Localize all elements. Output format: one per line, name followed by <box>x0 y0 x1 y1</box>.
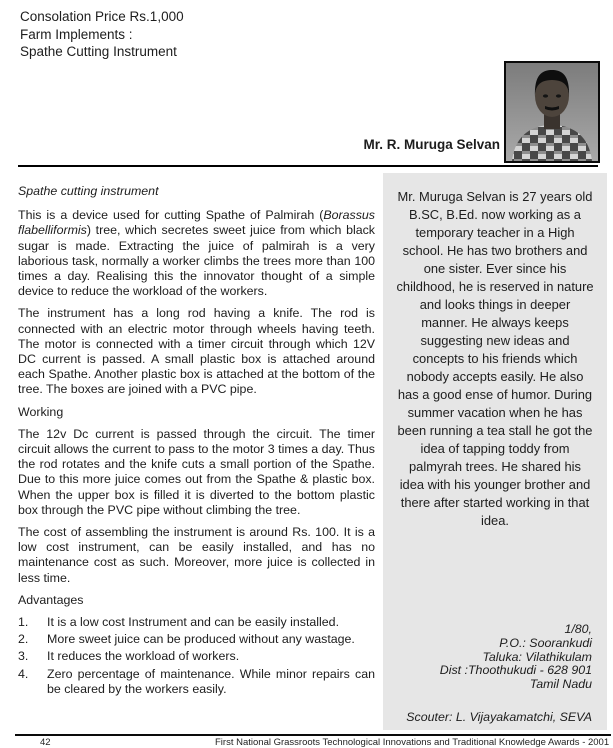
paragraph-working: The 12v Dc current is passed through the circuit. The timer circuit allows the current to pass to the motor 3 times a day. Thus the rod rotates and the knife cuts a small portion of the Spathe. Due to this more juice comes out from the Spathe & plastic box. When the upper box is filled it is diverted to the bottom plastic box through the PVC pipe without climbing the tree. <box>18 426 375 517</box>
address-line: P.O.: Soorankudi <box>499 635 592 650</box>
innovator-bio-text: Mr. Muruga Selvan is 27 years old B.SC, B.Ed. now working as a temporary teacher in a High school. He has two brothers and one sister. Ever since his childhood, he is reserved in nature and looks things in deeper manner. He always keeps suggesting new ideas and concepts to his friends which nobody accepts easily. He also has a good ense of humor. During summer vacation when he has been running a tea stall he got the idea of tapping toddy from palmyrah trees. He shared his idea with his younger brother and there after started working in that idea. <box>396 189 594 528</box>
advantage-number: 2. <box>18 632 29 647</box>
address-line: Tamil Nadu <box>529 677 592 692</box>
header-block <box>20 8 184 61</box>
advantage-text: Zero percentage of maintenance. While minor repairs can be cleared by the workers easily. <box>47 666 375 696</box>
advantage-item-3 <box>18 649 375 664</box>
botanical-name: Borassus flabelliformis <box>18 208 375 238</box>
paragraph-instrument: The instrument has a long rod having a knife. The rod is connected with an electric motor through wheels having teeth. The motor is connected with a timer circuit through which 12V DC current is passed. A small plastic box is attached around each Spathe. Another plastic box is attached at the bottom of the tree. The boxes are joined with a PVC pipe. <box>18 306 375 397</box>
category-line: Farm Implements : <box>20 26 133 42</box>
portrait-photo-icon <box>506 63 598 161</box>
intro-text-pre: This is a device used for cutting Spathe of Palmirah ( <box>18 208 324 223</box>
address-line: 1/80, <box>564 622 592 636</box>
advantage-item-4 <box>18 667 375 697</box>
paragraph-cost: The cost of assembling the instrument is around Rs. 100. It is a low cost instrument, can be easily installed, and has no maintenance cost as such. Moreover, more juice is collected in less time. <box>18 525 375 585</box>
advantage-text: It reduces the workload of workers. <box>47 649 240 664</box>
consolation-price-line: Consolation Price Rs.1,000 <box>20 9 184 24</box>
advantage-text: More sweet juice can be produced without any wastage. <box>47 632 355 647</box>
working-heading: Working <box>18 404 64 419</box>
intro-text-post: ) tree, which secretes sweet juice from which black sugar is made. Extracting the juice of palmirah is a very laborious task, normally a worker climbs the trees more than 100 times a day. Realising this the innovator thought of a simple device to reduce the workload of the workers. <box>18 223 375 299</box>
scouter-line: Scouter: L. Vijayakamatchi, SEVA <box>406 710 592 724</box>
article-column <box>18 180 375 699</box>
page-number: 42 <box>40 737 51 748</box>
advantage-item-1 <box>18 615 375 630</box>
advantage-text: It is a low cost Instrument and can be easily installed. <box>47 615 340 630</box>
paragraph-intro <box>18 208 375 299</box>
biography-sidebar <box>383 173 607 730</box>
innovator-photo <box>504 61 600 163</box>
article-title: Spathe cutting instrument <box>18 184 159 198</box>
advantage-number: 4. <box>18 666 29 681</box>
address-line: Dist :Thoothukudi - 628 901 <box>439 663 592 678</box>
address-line: Taluka: Vilathikulam <box>482 649 592 664</box>
instrument-title-line: Spathe Cutting Instrument <box>20 44 177 59</box>
footer-divider-rule <box>15 734 611 736</box>
header-divider-rule <box>18 165 598 167</box>
footer-text: First National Grassroots Technological Innovations and Traditional Knowledge Awards - 2001 <box>215 737 610 748</box>
advantage-number: 3. <box>18 649 29 664</box>
advantage-number: 1. <box>18 615 29 630</box>
advantage-item-2 <box>18 632 375 647</box>
advantages-heading: Advantages <box>18 592 84 607</box>
innovator-name-label: Mr. R. Muruga Selvan <box>363 137 500 152</box>
address-block <box>397 623 592 692</box>
footer-strip <box>0 737 613 748</box>
